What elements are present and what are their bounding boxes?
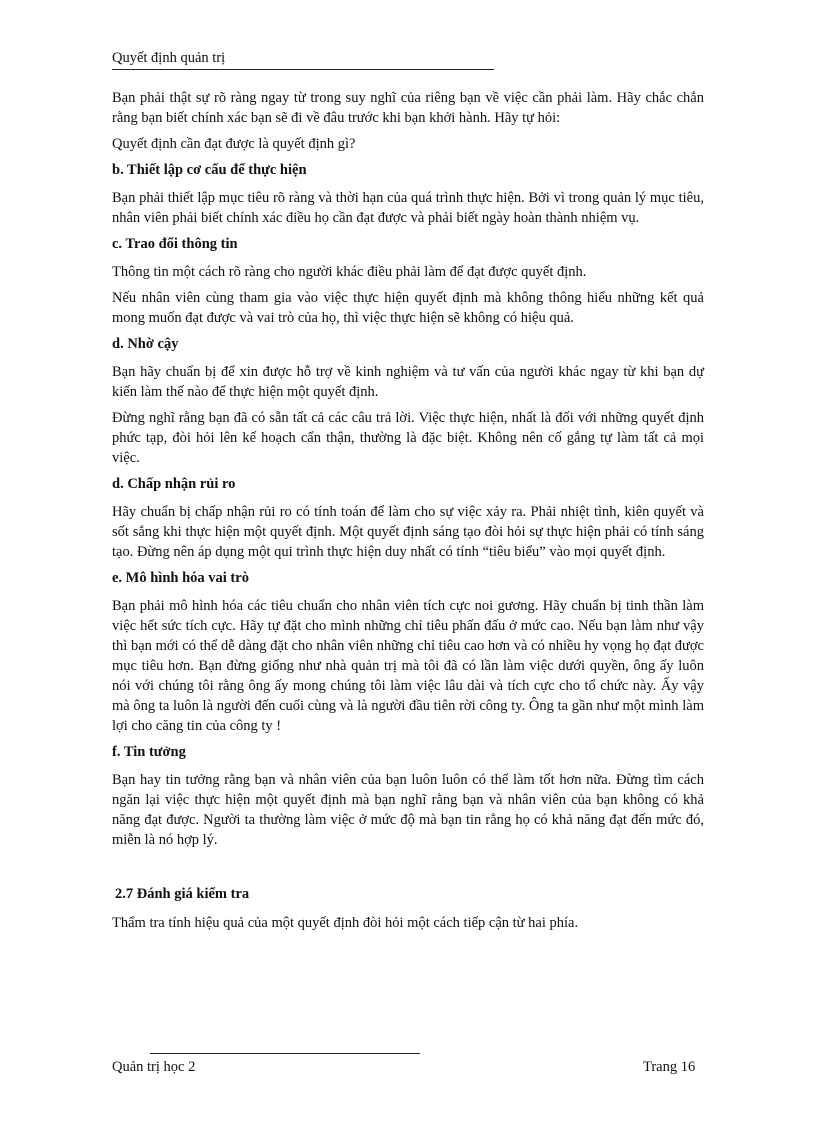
footer-divider <box>150 1053 420 1054</box>
section-heading-e: e. Mô hình hóa vai trò <box>112 570 249 586</box>
section-heading-d-chap-nhan: d. Chấp nhận rủi ro <box>112 476 236 492</box>
section-d1-paragraph-1: Bạn hãy chuẩn bị để xin được hỗ trợ về kinh nghiệm và tư vấn của người khác ngay từ khi bạn dự kiến làm thế nào để thực hiện một quyết định. <box>112 364 704 400</box>
section-e-paragraph-1: Bạn phải mô hình hóa các tiêu chuẩn cho nhân viên tích cực noi gương. Hãy chuẩn bị tinh thần làm việc hết sức tích cực. Hãy tự đặt cho mình những chỉ tiêu phấn đấu ở mức cao. Nếu bạn làm như vậy thì bạn mới có thể dễ dàng đặt cho nhân viên những chỉ tiêu cao hơn và có nhiều hy vọng họ đạt được mục tiêu hơn. Bạn đừng giống như nhà quản trị mà tôi đã có lần làm việc dưới quyền, ông ấy luôn nói với chúng tôi rằng ông ấy mong chúng tôi làm việc lâu dài và tích cực cho tổ chức này. Ấy vậy mà ông ta luôn là người đến cuối cùng và là người đầu tiên rời công ty. Ông ta gần như một mình làm lợi cho căng tin của công ty ! <box>112 598 704 734</box>
subsection-heading-2-7: 2.7 Đánh giá kiểm tra <box>115 886 250 902</box>
intro-question: Quyết định cần đạt được là quyết định gì? <box>112 136 356 152</box>
section-d2-paragraph-1: Hãy chuẩn bị chấp nhận rủi ro có tính toán để làm cho sự việc xảy ra. Phải nhiệt tình, kiên quyết và sốt sắng khi thực hiện một quyết định. Một quyết định sáng tạo đòi hỏi sự thực hiện phải có tính sáng tạo. Đừng nên áp dụng một qui trình thực hiện duy nhất có tính “tiêu biểu” vào mọi quyết định. <box>112 504 704 560</box>
section-d1-paragraph-2: Đừng nghĩ rằng bạn đã có sẵn tất cả các câu trả lời. Việc thực hiện, nhất là đối với những quyết định phức tạp, đòi hỏi lên kế hoạch cẩn thận, thường là đặc biệt. Không nên cố gắng tự làm tất cả mọi việc. <box>112 410 704 466</box>
footer-page-number: Trang 16 <box>643 1059 696 1075</box>
section-heading-f: f. Tin tưởng <box>112 744 186 760</box>
section-heading-b: b. Thiết lập cơ cấu để thực hiện <box>112 162 307 178</box>
section-c-paragraph-1: Thông tin một cách rõ ràng cho người khác điều phải làm để đạt được quyết định. <box>112 264 587 280</box>
document-body <box>112 88 704 939</box>
intro-paragraph-1: Bạn phải thật sự rõ ràng ngay từ trong suy nghĩ của riêng bạn về việc cần phải làm. Hãy chắc chắn rằng bạn biết chính xác bạn sẽ đi về đâu trước khi bạn khởi hành. Hãy tự hỏi: <box>112 90 704 126</box>
page-header <box>112 50 494 70</box>
section-c-paragraph-2: Nếu nhân viên cùng tham gia vào việc thực hiện quyết định mà không thông hiểu những kết quả mong muốn đạt được và vai trò của họ, thì việc thực hiện sẽ không có hiệu quả. <box>112 290 704 326</box>
section-f-paragraph-1: Bạn hay tin tưởng rằng bạn và nhân viên của bạn luôn luôn có thể làm tốt hơn nữa. Đừng tìm cách ngăn lại việc thực hiện một quyết định mà bạn nghĩ rằng bạn và nhân viên của bạn không có khả năng đạt được. Người ta thường làm việc ở mức độ mà bạn tin rằng họ có khả năng đạt đến mức đó, miễn là nó hợp lý. <box>112 772 704 848</box>
section-heading-d-nho-cay: d. Nhờ cậy <box>112 336 179 352</box>
section-b-paragraph-1: Bạn phải thiết lập mục tiêu rõ ràng và thời hạn của quá trình thực hiện. Bởi vì trong quản lý mục tiêu, nhân viên phải biết chính xác điều họ cần đạt được và phải biết ngày hoàn thành nhiệm vụ. <box>112 190 704 226</box>
header-title: Quyết định quản trị <box>112 50 226 66</box>
footer-course-title: Quản trị học 2 <box>112 1059 196 1075</box>
section-heading-c: c. Trao đổi thông tin <box>112 236 238 252</box>
subsection-paragraph: Thẩm tra tính hiệu quả của một quyết định đòi hỏi một cách tiếp cận từ hai phía. <box>112 915 579 931</box>
